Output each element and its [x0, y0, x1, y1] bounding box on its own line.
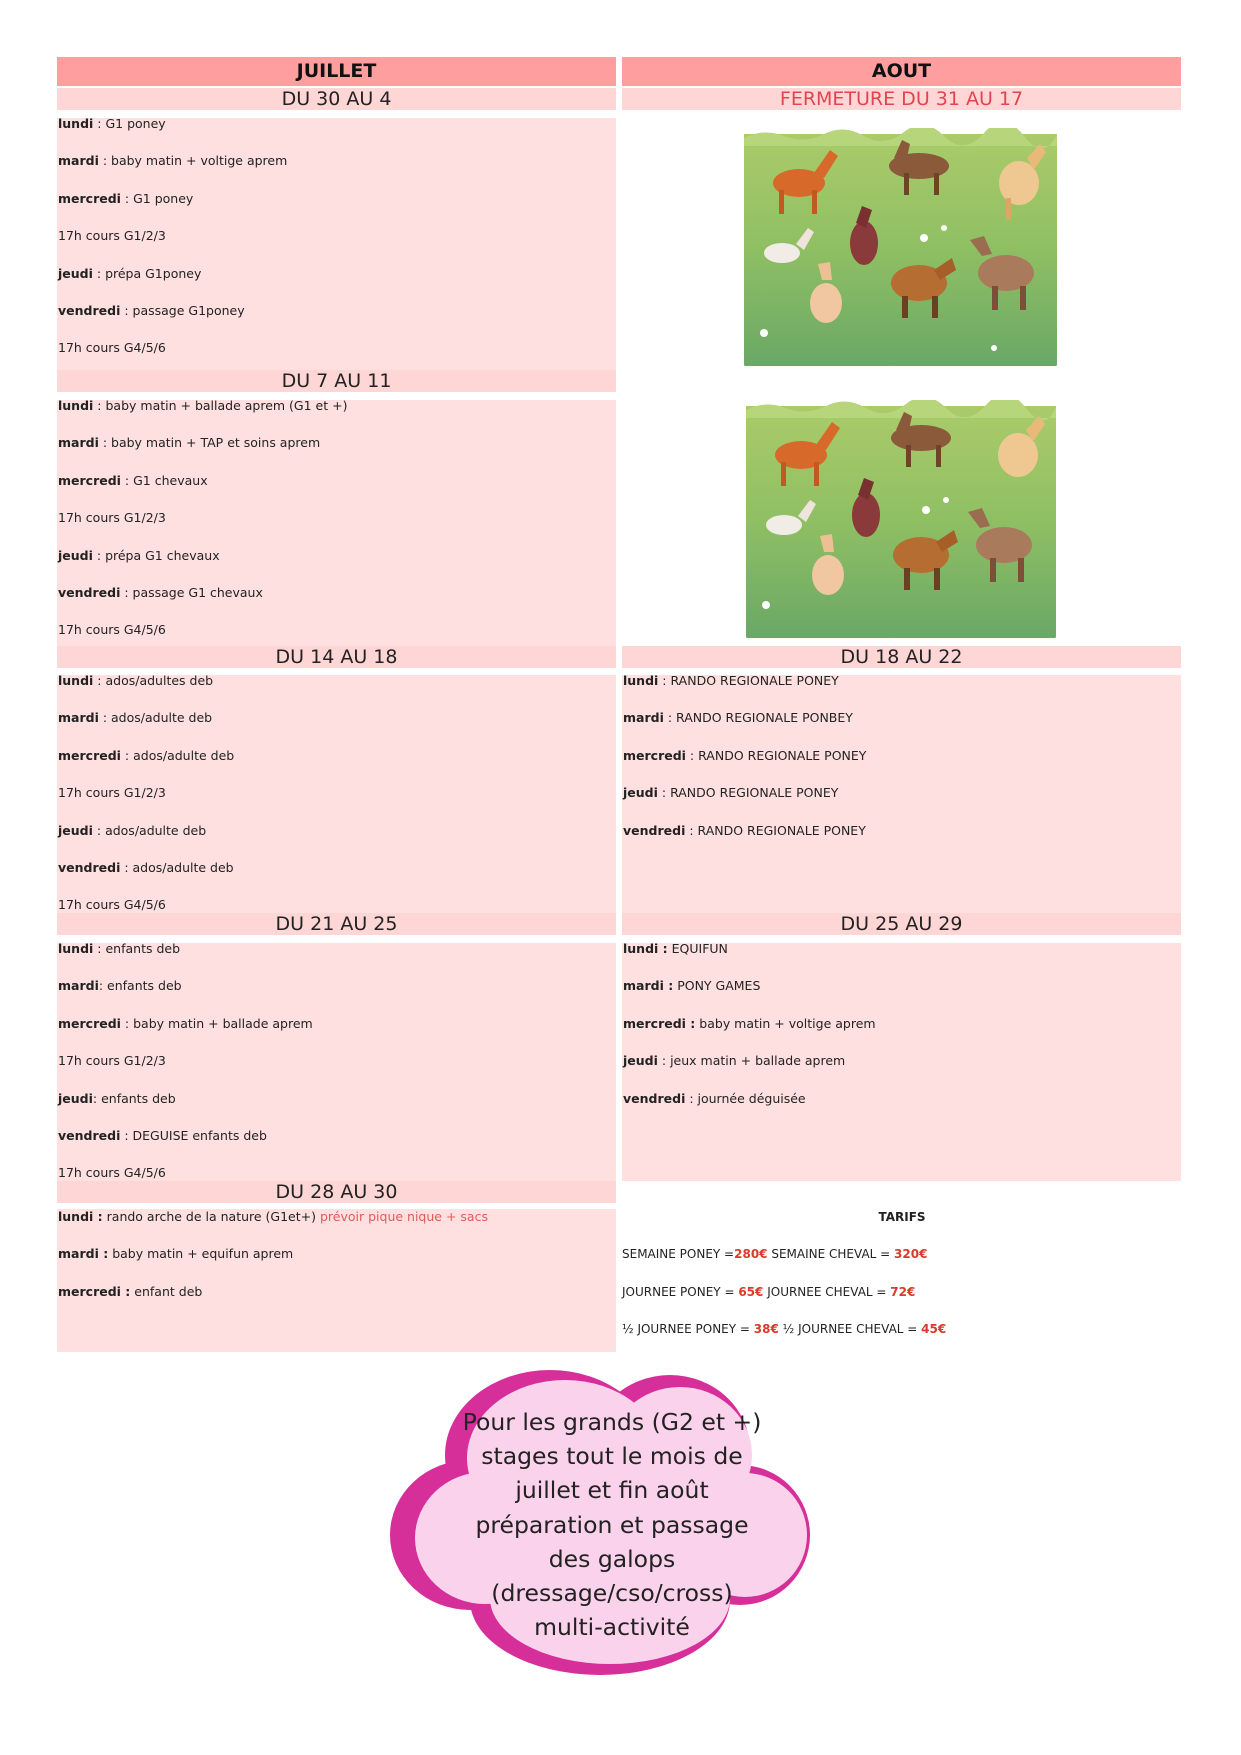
list-item: lundi : baby matin + ballade aprem (G1 et +): [58, 398, 348, 413]
list-item: 17h cours G4/5/6: [58, 622, 166, 638]
list-item: mercredi : enfant deb: [58, 1283, 203, 1299]
week-heading-juillet-2: DU 7 AU 11: [57, 370, 616, 392]
cloud-line: préparation et passage: [475, 1510, 749, 1539]
list-item: 17h cours G1/2/3: [58, 510, 166, 526]
list-item: jeudi : ados/adulte deb: [58, 822, 207, 838]
list-item: mercredi : G1 poney: [58, 190, 194, 206]
week-heading-juillet-4: DU 21 AU 25: [57, 913, 616, 935]
tarifs-title: TARIFS: [878, 1210, 926, 1224]
list-item: lundi : RANDO REGIONALE PONEY: [623, 673, 839, 688]
list-item: jeudi : prépa G1 chevaux: [58, 547, 220, 563]
week-days-juillet-3: [58, 674, 234, 936]
cloud-line: (dressage/cso/cross): [491, 1579, 733, 1608]
cloud-line: juillet et fin août: [515, 1476, 709, 1505]
list-item: mercredi : ados/adulte deb: [58, 747, 235, 763]
list-item: mercredi : baby matin + ballade aprem: [58, 1015, 313, 1031]
week-heading-juillet-5: DU 28 AU 30: [57, 1181, 616, 1203]
list-item: vendredi : ados/adulte deb: [58, 859, 234, 875]
list-item: vendredi : passage G1poney: [58, 302, 245, 318]
list-item: vendredi : passage G1 chevaux: [58, 584, 263, 600]
list-item: 17h cours G1/2/3: [58, 785, 166, 801]
note-text: prévoir pique nique + sacs: [319, 1209, 488, 1224]
list-item: jeudi : prépa G1poney: [58, 265, 202, 281]
list-item: mardi : baby matin + voltige aprem: [58, 153, 288, 169]
week-heading-aout-1: DU 18 AU 22: [622, 646, 1181, 668]
list-item: vendredi : RANDO REGIONALE PONEY: [623, 822, 866, 838]
week-days-juillet-1: [58, 117, 287, 379]
list-item: lundi : EQUIFUN: [623, 941, 728, 956]
cloud-line: des galops: [548, 1544, 676, 1573]
list-item: vendredi : DEGUISE enfants deb: [58, 1127, 267, 1143]
juillet-header: JUILLET: [57, 57, 616, 86]
list-item: mercredi : baby matin + voltige aprem: [623, 1015, 876, 1031]
list-item: jeudi : RANDO REGIONALE PONEY: [623, 785, 839, 801]
list-item: jeudi : jeux matin + ballade aprem: [623, 1053, 846, 1069]
week-days-juillet-4: [58, 942, 313, 1204]
list-item: mardi : PONY GAMES: [623, 978, 761, 994]
cloud-line: multi-activité: [534, 1613, 690, 1642]
list-item: 17h cours G4/5/6: [58, 897, 166, 913]
week-days-aout-1: [623, 674, 866, 861]
list-item: mercredi : G1 chevaux: [58, 472, 208, 488]
list-item: lundi : ados/adultes deb: [58, 673, 214, 688]
list-item: lundi : G1 poney: [58, 116, 166, 131]
cloud-line: Pour les grands (G2 et +): [462, 1408, 762, 1436]
list-item: lundi : rando arche de la nature (G1et+) prévoir pique nique + sacs: [58, 1209, 488, 1224]
week-heading-juillet-1: DU 30 AU 4: [57, 88, 616, 110]
list-item: 17h cours G4/5/6: [58, 1165, 166, 1181]
cloud-line: stages tout le mois de: [481, 1442, 743, 1471]
week-heading-aout-2: DU 25 AU 29: [622, 913, 1181, 935]
tarif-row: JOURNEE PONEY = 65€ JOURNEE CHEVAL = 72€: [622, 1284, 916, 1299]
closure-banner: FERMETURE DU 31 AU 17: [622, 88, 1181, 110]
list-item: 17h cours G4/5/6: [58, 340, 166, 356]
list-item: mercredi : RANDO REGIONALE PONEY: [623, 747, 867, 763]
list-item: 17h cours G1/2/3: [58, 228, 166, 244]
tarif-row: SEMAINE PONEY =280€ SEMAINE CHEVAL = 320€: [622, 1247, 928, 1262]
list-item: mardi: enfants deb: [58, 978, 182, 994]
horses-meadow-image-1: [744, 128, 1057, 368]
aout-header: AOUT: [622, 57, 1181, 86]
list-item: mardi : baby matin + equifun aprem: [58, 1246, 294, 1262]
tarifs-section: [622, 1210, 1182, 1360]
week-days-aout-2: [623, 942, 876, 1129]
list-item: mardi : RANDO REGIONALE PONBEY: [623, 710, 853, 726]
week-heading-juillet-3: DU 14 AU 18: [57, 646, 616, 668]
list-item: mardi : baby matin + TAP et soins aprem: [58, 435, 321, 451]
week-days-juillet-5: [58, 1210, 488, 1322]
week-days-juillet-2: [58, 399, 347, 661]
cloud-text: [452, 1405, 772, 1644]
list-item: mardi : ados/adulte deb: [58, 710, 213, 726]
list-item: 17h cours G1/2/3: [58, 1053, 166, 1069]
list-item: vendredi : journée déguisée: [623, 1090, 806, 1106]
horses-meadow-image-2: [746, 400, 1056, 640]
list-item: jeudi: enfants deb: [58, 1090, 176, 1106]
tarif-row: ½ JOURNEE PONEY = 38€ ½ JOURNEE CHEVAL = 45€: [622, 1322, 947, 1337]
list-item: lundi : enfants deb: [58, 941, 181, 956]
